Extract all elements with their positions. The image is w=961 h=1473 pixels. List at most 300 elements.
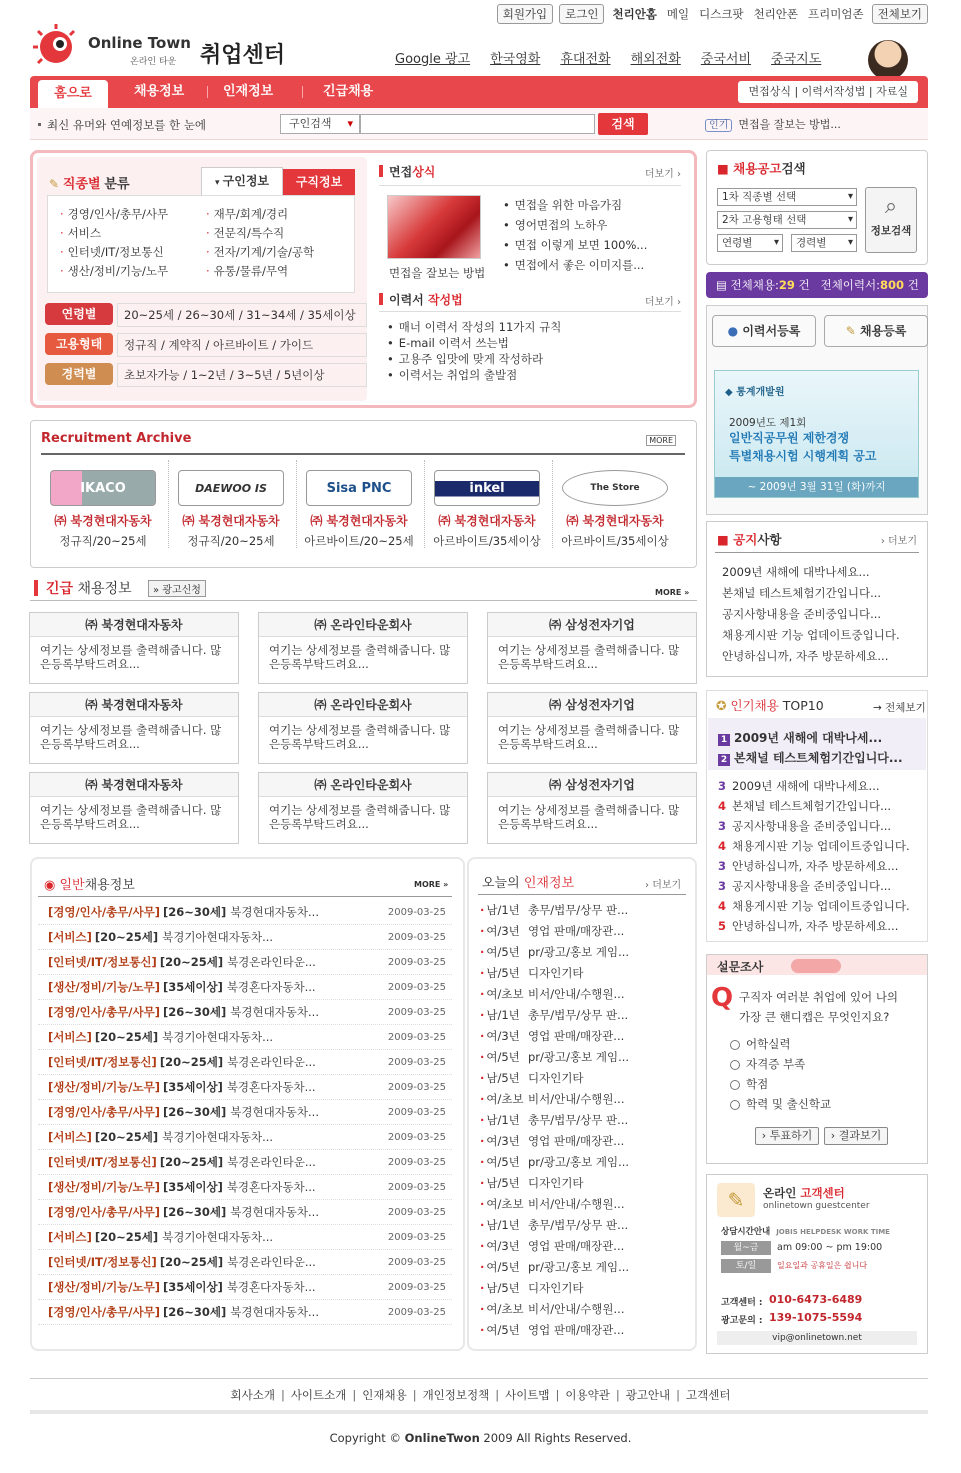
list-item[interactable] xyxy=(480,984,680,1005)
interview-more-link[interactable]: 더보기 › xyxy=(644,169,681,180)
urgent-card-company: ㈜ 삼성전자기업 xyxy=(488,613,696,637)
bullet-icon: · xyxy=(206,207,210,221)
total-jobs-label: 전체채용: xyxy=(730,278,779,292)
util-link[interactable]: 천리안폰 xyxy=(753,7,799,21)
career-select[interactable]: 경력별 ▾ xyxy=(791,234,857,252)
top10-item[interactable] xyxy=(718,896,910,916)
footer-link[interactable]: 이용약관 xyxy=(565,1388,610,1402)
footer-separator: | xyxy=(280,1388,285,1402)
urgent-card-desc: 여기는 상세정보를 출력해줍니다. 많은등록부탁드려요... xyxy=(498,723,680,751)
top-nav-link[interactable]: Google 광고 xyxy=(395,52,471,67)
tab-talent[interactable]: 인재정보 xyxy=(223,84,274,99)
list-item[interactable] xyxy=(387,319,561,335)
person-meta xyxy=(480,1005,528,1026)
person-gender-career: 여/초보 xyxy=(486,1092,524,1106)
top10-item-label: 안녕하십니까, 자주 방문하세요... xyxy=(732,859,899,873)
urgent-card[interactable] xyxy=(258,612,468,684)
tab-urgent[interactable]: 긴급채용 xyxy=(323,84,374,99)
age-select[interactable]: 연령별 ▾ xyxy=(717,234,783,252)
divider xyxy=(41,453,685,455)
poll-option-label: 자격증 부족 xyxy=(746,1057,806,1071)
list-item[interactable] xyxy=(480,1194,680,1215)
list-item[interactable] xyxy=(480,1173,680,1194)
urgent-card[interactable] xyxy=(258,772,468,844)
archive-title: Recruitment Archive xyxy=(41,431,192,446)
top10-item[interactable] xyxy=(718,748,903,768)
vote-button[interactable]: › 투표하기 xyxy=(755,1127,819,1145)
list-item-label: 면접 이렇게 보면 100%... xyxy=(514,238,648,252)
company-desc: 아르바이트/20~25세 xyxy=(304,534,414,548)
resume-more-link[interactable]: 더보기 › xyxy=(644,297,681,308)
util-link[interactable]: 프리미엄존 xyxy=(808,7,864,21)
top-nav-link[interactable]: 휴대전화 xyxy=(560,52,611,67)
table-row[interactable] xyxy=(38,1225,452,1250)
top10-item-label: 2009년 새해에 대박나세요... xyxy=(732,779,880,793)
footer-separator: | xyxy=(412,1388,417,1402)
question-icon: Q xyxy=(711,983,734,1013)
job-age: [20~25세] xyxy=(94,1230,159,1244)
archive-more-link[interactable] xyxy=(646,435,676,446)
person-meta xyxy=(480,1299,528,1320)
urgent-card[interactable] xyxy=(487,772,697,844)
list-item[interactable] xyxy=(503,197,647,217)
notice-item[interactable] xyxy=(722,583,881,603)
notice-title-b: 사항 xyxy=(757,532,782,547)
urgent-title-a: 긴급 xyxy=(46,581,74,597)
job-category: [서비스] xyxy=(48,930,92,944)
job-company: 북경기아현대자동차... xyxy=(162,1030,274,1044)
list-item[interactable] xyxy=(480,1320,680,1341)
poll-decoration-icon xyxy=(791,959,841,973)
poll-question xyxy=(739,987,924,1027)
job-date: 2009-03-25 xyxy=(387,1207,446,1218)
urgent-card[interactable] xyxy=(487,612,697,684)
rank-badge: 1 xyxy=(718,734,730,746)
list-item-label: 면접을 위한 마음가짐 xyxy=(514,198,623,212)
nav-quick-links[interactable]: 면접상식 | 이력서작성법 | 자료실 xyxy=(738,81,918,103)
rank-number: 3 xyxy=(718,819,727,833)
urgent-title-b: 채용정보 xyxy=(77,581,132,597)
person-gender-career: 여/3년 xyxy=(486,1134,520,1148)
top10-item[interactable] xyxy=(718,776,880,796)
people-title-a: 오늘의 xyxy=(482,876,520,891)
notice-item-label: 2009년 새해에 대박나세요... xyxy=(722,565,870,579)
list-item[interactable] xyxy=(480,1047,680,1068)
bullet-icon: · xyxy=(480,1155,485,1169)
filter-values-age[interactable]: 20~25세 / 26~30세 / 31~34세 / 35세이상 xyxy=(117,303,367,327)
table-row[interactable] xyxy=(38,1125,452,1150)
category-col-2 xyxy=(206,206,314,282)
notice-item-label: 안녕하십니까, 자주 방문하세요... xyxy=(722,649,889,663)
urgent-more-link[interactable]: MORE » xyxy=(655,588,690,597)
person-meta xyxy=(480,1089,528,1110)
divider xyxy=(424,460,425,548)
list-item[interactable] xyxy=(480,1236,680,1257)
register-job-label: 채용등록 xyxy=(859,324,907,338)
notice-item-label: 본채널 테스트체험기간입니다... xyxy=(722,586,882,600)
filter-values-type[interactable]: 정규직 / 계약직 / 아르바이트 / 가이드 xyxy=(117,333,367,357)
table-row[interactable] xyxy=(38,1050,452,1075)
poll-option[interactable] xyxy=(730,1035,790,1053)
util-link[interactable]: 디스크팟 xyxy=(699,7,744,21)
job-age: [26~30세] xyxy=(162,1105,227,1119)
table-row[interactable] xyxy=(38,1175,452,1200)
list-item[interactable] xyxy=(387,351,561,367)
ad-banner[interactable] xyxy=(714,370,919,498)
notice-item-label: 채용게시판 기능 업데이트중입니다. xyxy=(722,628,900,642)
main-info-box xyxy=(30,150,697,408)
logo[interactable] xyxy=(30,22,200,72)
search-button[interactable]: 검색 xyxy=(598,113,648,135)
table-row[interactable] xyxy=(38,1150,452,1175)
bullet-icon: · xyxy=(480,1092,485,1106)
table-row[interactable] xyxy=(38,1275,452,1300)
table-row[interactable] xyxy=(38,950,452,975)
job-category-select[interactable]: 1차 직종별 선택 ▾ xyxy=(717,188,857,206)
bullet-icon: • xyxy=(387,368,394,382)
company-name: ㈜ 북경현대자동차 xyxy=(310,514,408,528)
bullet-icon: · xyxy=(480,1134,485,1148)
table-row[interactable] xyxy=(38,1300,452,1325)
list-item[interactable] xyxy=(480,1089,680,1110)
pencil-icon: ✎ xyxy=(49,177,60,191)
tab-job-offer[interactable] xyxy=(201,167,283,195)
filter-tag-career[interactable]: 경력별 xyxy=(45,363,113,385)
interview-title-a: 면접 xyxy=(389,165,413,179)
customer-center-box xyxy=(706,1174,928,1354)
job-date: 2009-03-25 xyxy=(387,1107,446,1118)
job-category: [경영/인사/총무/사무] xyxy=(48,1105,160,1119)
footer-link[interactable]: 고객센터 xyxy=(686,1388,731,1402)
cs-weekend-label: 토/일 xyxy=(721,1259,771,1273)
company-logo xyxy=(434,470,540,506)
list-item[interactable] xyxy=(480,1131,680,1152)
footer-link[interactable]: 사이트맵 xyxy=(505,1388,550,1402)
category-item[interactable] xyxy=(206,263,314,282)
category-title xyxy=(49,173,130,192)
company-name: ㈜ 북경현대자동차 xyxy=(182,514,280,528)
person-gender-career: 남/5년 xyxy=(486,1176,520,1190)
poll-option-label: 어학실력 xyxy=(746,1037,791,1051)
category-item[interactable] xyxy=(60,206,168,225)
poll-option[interactable] xyxy=(730,1095,831,1113)
category-item-label: 경영/인사/총무/사무 xyxy=(67,207,169,221)
section-marker-icon xyxy=(379,293,383,305)
ad-apply-label: 광고신청 xyxy=(162,585,201,596)
table-row[interactable] xyxy=(38,1075,452,1100)
person-gender-career: 남/5년 xyxy=(486,1071,520,1085)
list-item[interactable] xyxy=(480,1299,680,1320)
category-item[interactable] xyxy=(60,244,168,263)
top10-item-label: 본채널 테스트체험기간입니다... xyxy=(734,751,903,765)
company-logo xyxy=(562,470,668,506)
util-link[interactable]: 전체보기 xyxy=(872,4,928,24)
footer-link[interactable]: 사이트소개 xyxy=(290,1388,347,1402)
list-item[interactable] xyxy=(480,1152,680,1173)
list-item[interactable] xyxy=(480,1257,680,1278)
hot-keyword-text: 면접을 잘보는 방법... xyxy=(738,118,841,131)
divider xyxy=(168,460,169,548)
list-item[interactable] xyxy=(387,367,561,383)
cs-ad-label: 광고문의 : xyxy=(721,1316,763,1326)
archive-item[interactable] xyxy=(298,470,420,550)
person-gender-career: 남/1년 xyxy=(486,1218,520,1232)
copyright-a: Copyright © xyxy=(329,1431,401,1445)
job-category: [생산/정비/기능/노무] xyxy=(48,1280,160,1294)
job-age: [20~25세] xyxy=(159,955,224,969)
job-date: 2009-03-25 xyxy=(387,932,446,943)
top10-item[interactable] xyxy=(718,816,891,836)
search-type-select[interactable] xyxy=(280,114,360,134)
top10-item[interactable] xyxy=(718,796,891,816)
job-company: 북경혼다자동차... xyxy=(226,1080,316,1094)
divider xyxy=(30,600,697,601)
rank-number: 4 xyxy=(718,899,727,913)
category-item[interactable] xyxy=(206,225,314,244)
top-nav-link[interactable]: 중국서비 xyxy=(700,52,752,67)
urgent-card[interactable] xyxy=(29,772,239,844)
page-title: 취업센터 xyxy=(200,43,286,68)
person-meta xyxy=(480,1215,528,1236)
util-link[interactable]: 메일 xyxy=(666,7,690,21)
filter-tag-age[interactable]: 연령별 xyxy=(45,303,113,325)
list-item[interactable] xyxy=(480,1215,680,1236)
person-meta xyxy=(480,1047,528,1068)
bullet-icon: • xyxy=(387,352,394,366)
footer-link[interactable]: 광고안내 xyxy=(625,1388,671,1402)
footer-links xyxy=(0,1387,961,1403)
filter-values-career[interactable]: 초보자가능 / 1~2년 / 3~5년 / 5년이상 xyxy=(117,363,367,387)
interview-caption[interactable]: 면접을 잘보는 방법 xyxy=(389,266,486,280)
radio-icon[interactable] xyxy=(730,1100,740,1110)
top-nav-link[interactable]: 중국지도 xyxy=(771,52,822,67)
top10-item-label: 2009년 새해에 대박나세... xyxy=(734,731,883,745)
urgent-card-company: ㈜ 온라인타운회사 xyxy=(259,693,467,717)
job-category: [인터넷/IT/정보통신] xyxy=(48,1155,157,1169)
urgent-card[interactable] xyxy=(487,692,697,764)
util-link[interactable]: 천리안홈 xyxy=(612,7,657,21)
archive-more-label: MORE xyxy=(649,436,673,445)
bullet-icon: · xyxy=(60,264,64,278)
cs-hours-title xyxy=(721,1225,890,1237)
table-row[interactable] xyxy=(38,1000,452,1025)
radio-icon[interactable] xyxy=(730,1080,740,1090)
notice-item[interactable] xyxy=(722,646,888,666)
job-date: 2009-03-25 xyxy=(387,1082,446,1093)
table-row[interactable] xyxy=(38,1200,452,1225)
divider xyxy=(38,896,452,897)
table-row[interactable] xyxy=(38,900,452,925)
list-item[interactable] xyxy=(503,217,647,237)
job-search-title-a: 채용공고 xyxy=(733,161,782,176)
employment-type-select[interactable]: 2차 고용형태 선택 ▾ xyxy=(717,211,857,229)
table-row[interactable] xyxy=(38,1025,452,1050)
section-marker-icon xyxy=(379,165,383,177)
register-resume-button[interactable] xyxy=(712,315,816,347)
general-more-link[interactable]: MORE » xyxy=(414,880,449,889)
interview-thumbnail[interactable] xyxy=(387,195,481,259)
people-more-link[interactable]: › 더보기 xyxy=(645,880,682,891)
list-item[interactable] xyxy=(480,921,680,942)
urgent-card-desc: 여기는 상세정보를 출력해줍니다. 많은등록부탁드려요... xyxy=(269,643,451,671)
top10-item[interactable] xyxy=(718,916,898,936)
poll-option-label: 학점 xyxy=(746,1077,769,1091)
footer-link[interactable]: 개인정보정책 xyxy=(422,1388,490,1402)
footer-link[interactable]: 인재채용 xyxy=(362,1388,407,1402)
job-company: 북경혼다자동차... xyxy=(226,1180,316,1194)
util-link[interactable]: 로그인 xyxy=(559,4,604,24)
list-item[interactable] xyxy=(480,1026,680,1047)
main-nav xyxy=(30,76,928,108)
job-date: 2009-03-25 xyxy=(387,957,446,968)
results-button[interactable]: › 결과보기 xyxy=(824,1127,888,1145)
category-item-label: 생산/정비/기능/노무 xyxy=(67,264,169,278)
magnifier-icon: ⌕ xyxy=(884,194,898,219)
person-job: 비서/안내/수행원... xyxy=(528,1302,625,1316)
top10-title-a: 인기채용 xyxy=(730,698,779,713)
bullet-icon: · xyxy=(206,264,210,278)
list-item-label: 이력서는 취업의 출발점 xyxy=(398,368,518,382)
footer-link[interactable]: 회사소개 xyxy=(230,1388,275,1402)
category-item-label: 유통/물류/무역 xyxy=(213,264,289,278)
list-item[interactable] xyxy=(503,237,647,257)
top10-more-label: 전체보기 xyxy=(885,702,926,714)
job-category: [경영/인사/총무/사무] xyxy=(48,905,160,919)
results-label: 결과보기 xyxy=(838,1129,882,1142)
table-row[interactable] xyxy=(38,925,452,950)
radio-icon[interactable] xyxy=(730,1040,740,1050)
archive-item[interactable] xyxy=(554,470,676,550)
table-row[interactable] xyxy=(38,975,452,1000)
table-row[interactable] xyxy=(38,1100,452,1125)
person-meta xyxy=(480,900,528,921)
urgent-title xyxy=(46,578,132,598)
table-row[interactable] xyxy=(38,1250,452,1275)
urgent-card[interactable] xyxy=(29,612,239,684)
radio-icon[interactable] xyxy=(730,1060,740,1070)
vote-label: 투표하기 xyxy=(769,1129,813,1142)
urgent-card[interactable] xyxy=(29,692,239,764)
search-bar xyxy=(30,108,928,140)
person-job: 총무/법무/상무 판... xyxy=(528,1008,629,1022)
notice-item[interactable] xyxy=(722,604,881,624)
tab-home[interactable]: 홈으로 xyxy=(38,80,108,108)
list-item[interactable] xyxy=(480,942,680,963)
divider xyxy=(715,552,919,553)
interview-more-label: 더보기 xyxy=(644,169,674,180)
interview-title xyxy=(389,163,435,180)
search-bar-notice[interactable] xyxy=(38,117,206,133)
archive-item[interactable] xyxy=(42,470,164,550)
divider xyxy=(296,460,297,548)
list-item[interactable] xyxy=(480,963,680,984)
person-gender-career: 여/5년 xyxy=(486,1260,520,1274)
banner-line-1: 2009년도 제1회 xyxy=(729,417,807,429)
person-job: 총무/법무/상무 판... xyxy=(528,1218,629,1232)
category-item[interactable] xyxy=(60,263,168,282)
list-item[interactable] xyxy=(503,257,647,277)
job-age: [20~25세] xyxy=(159,1055,224,1069)
urgent-card-company: ㈜ 삼성전자기업 xyxy=(488,693,696,717)
job-age: [26~30세] xyxy=(162,1305,227,1319)
divider xyxy=(379,311,681,312)
cs-email[interactable]: vip@onlinetown.net xyxy=(717,1331,917,1345)
list-item[interactable] xyxy=(480,1110,680,1131)
poll-question-2: 가장 큰 핸디캡은 무엇인지요? xyxy=(739,1010,890,1024)
list-item[interactable] xyxy=(480,1068,680,1089)
top10-item[interactable] xyxy=(718,728,882,748)
job-age: [35세이상] xyxy=(162,1080,223,1094)
category-item[interactable] xyxy=(60,225,168,244)
info-search-button[interactable] xyxy=(865,187,917,253)
cs-hours-label: 상담시간안내 xyxy=(721,1227,771,1237)
job-category: [경영/인사/총무/사무] xyxy=(48,1005,160,1019)
tab-jobs[interactable]: 채용정보 xyxy=(134,84,185,99)
list-item[interactable] xyxy=(480,1278,680,1299)
notice-more-link[interactable]: › 더보기 xyxy=(880,536,917,547)
category-item[interactable] xyxy=(206,244,314,263)
search-input[interactable] xyxy=(360,114,595,134)
urgent-card-company: ㈜ 온라인타운회사 xyxy=(259,613,467,637)
tab-job-offer-label: 구인정보 xyxy=(222,174,270,188)
category-item[interactable] xyxy=(206,206,314,225)
bullet-icon: · xyxy=(480,1260,485,1274)
company-name: ㈜ 북경현대자동차 xyxy=(438,514,536,528)
search-bar-notice-text: 최신 유머와 연예정보를 한 눈에 xyxy=(47,118,207,132)
top-nav-link[interactable]: 한국영화 xyxy=(490,52,541,67)
tab-job-seek[interactable]: 구직정보 xyxy=(283,169,355,195)
hot-keyword[interactable] xyxy=(705,116,841,132)
bullet-icon: • xyxy=(503,218,510,232)
top10-more-link[interactable]: → 전체보기 xyxy=(873,702,926,714)
register-job-button[interactable] xyxy=(824,315,928,347)
poll-option[interactable] xyxy=(730,1055,805,1073)
list-item[interactable] xyxy=(480,900,680,921)
top10-item[interactable] xyxy=(718,836,910,856)
archive-item[interactable] xyxy=(426,470,548,550)
archive-item[interactable] xyxy=(170,470,292,550)
banner-line-3: 특별채용시험 시행계획 공고 xyxy=(729,449,877,463)
resume-more-label: 더보기 xyxy=(644,297,674,308)
ad-apply-button[interactable]: » 광고신청 xyxy=(148,580,206,597)
urgent-card-desc: 여기는 상세정보를 출력해줍니다. 많은등록부탁드려요... xyxy=(269,723,451,751)
job-company: 북경현대자동차... xyxy=(230,1005,319,1019)
list-item[interactable] xyxy=(387,335,561,351)
cs-weekday-hours: am 09:00 ~ pm 19:00 xyxy=(777,1242,883,1253)
poll-option-label: 학력 및 출신학교 xyxy=(746,1097,832,1111)
top10-item[interactable] xyxy=(718,856,898,876)
list-item[interactable] xyxy=(480,1005,680,1026)
filter-tag-type[interactable]: 고용형태 xyxy=(45,333,113,355)
job-age: [35세이상] xyxy=(162,1180,223,1194)
poll-option[interactable] xyxy=(730,1075,768,1093)
urgent-card[interactable] xyxy=(258,692,468,764)
job-company: 북경현대자동차... xyxy=(230,905,319,919)
company-logo xyxy=(178,470,284,506)
top-nav-link[interactable]: 해외전화 xyxy=(630,52,681,67)
footer-separator: | xyxy=(676,1388,681,1402)
util-link[interactable]: 회원가입 xyxy=(497,4,553,24)
top10-item[interactable] xyxy=(718,876,891,896)
category-col-1 xyxy=(60,206,168,282)
job-age: [20~25세] xyxy=(94,1030,159,1044)
person-job: 비서/안내/수행원... xyxy=(528,987,625,1001)
job-company: 북경현대자동차... xyxy=(230,1205,319,1219)
notice-item[interactable] xyxy=(722,625,900,645)
cs-tel: 010-6473-6489 xyxy=(769,1293,863,1306)
notice-item[interactable] xyxy=(722,562,870,582)
person-gender-career: 남/1년 xyxy=(486,1113,520,1127)
